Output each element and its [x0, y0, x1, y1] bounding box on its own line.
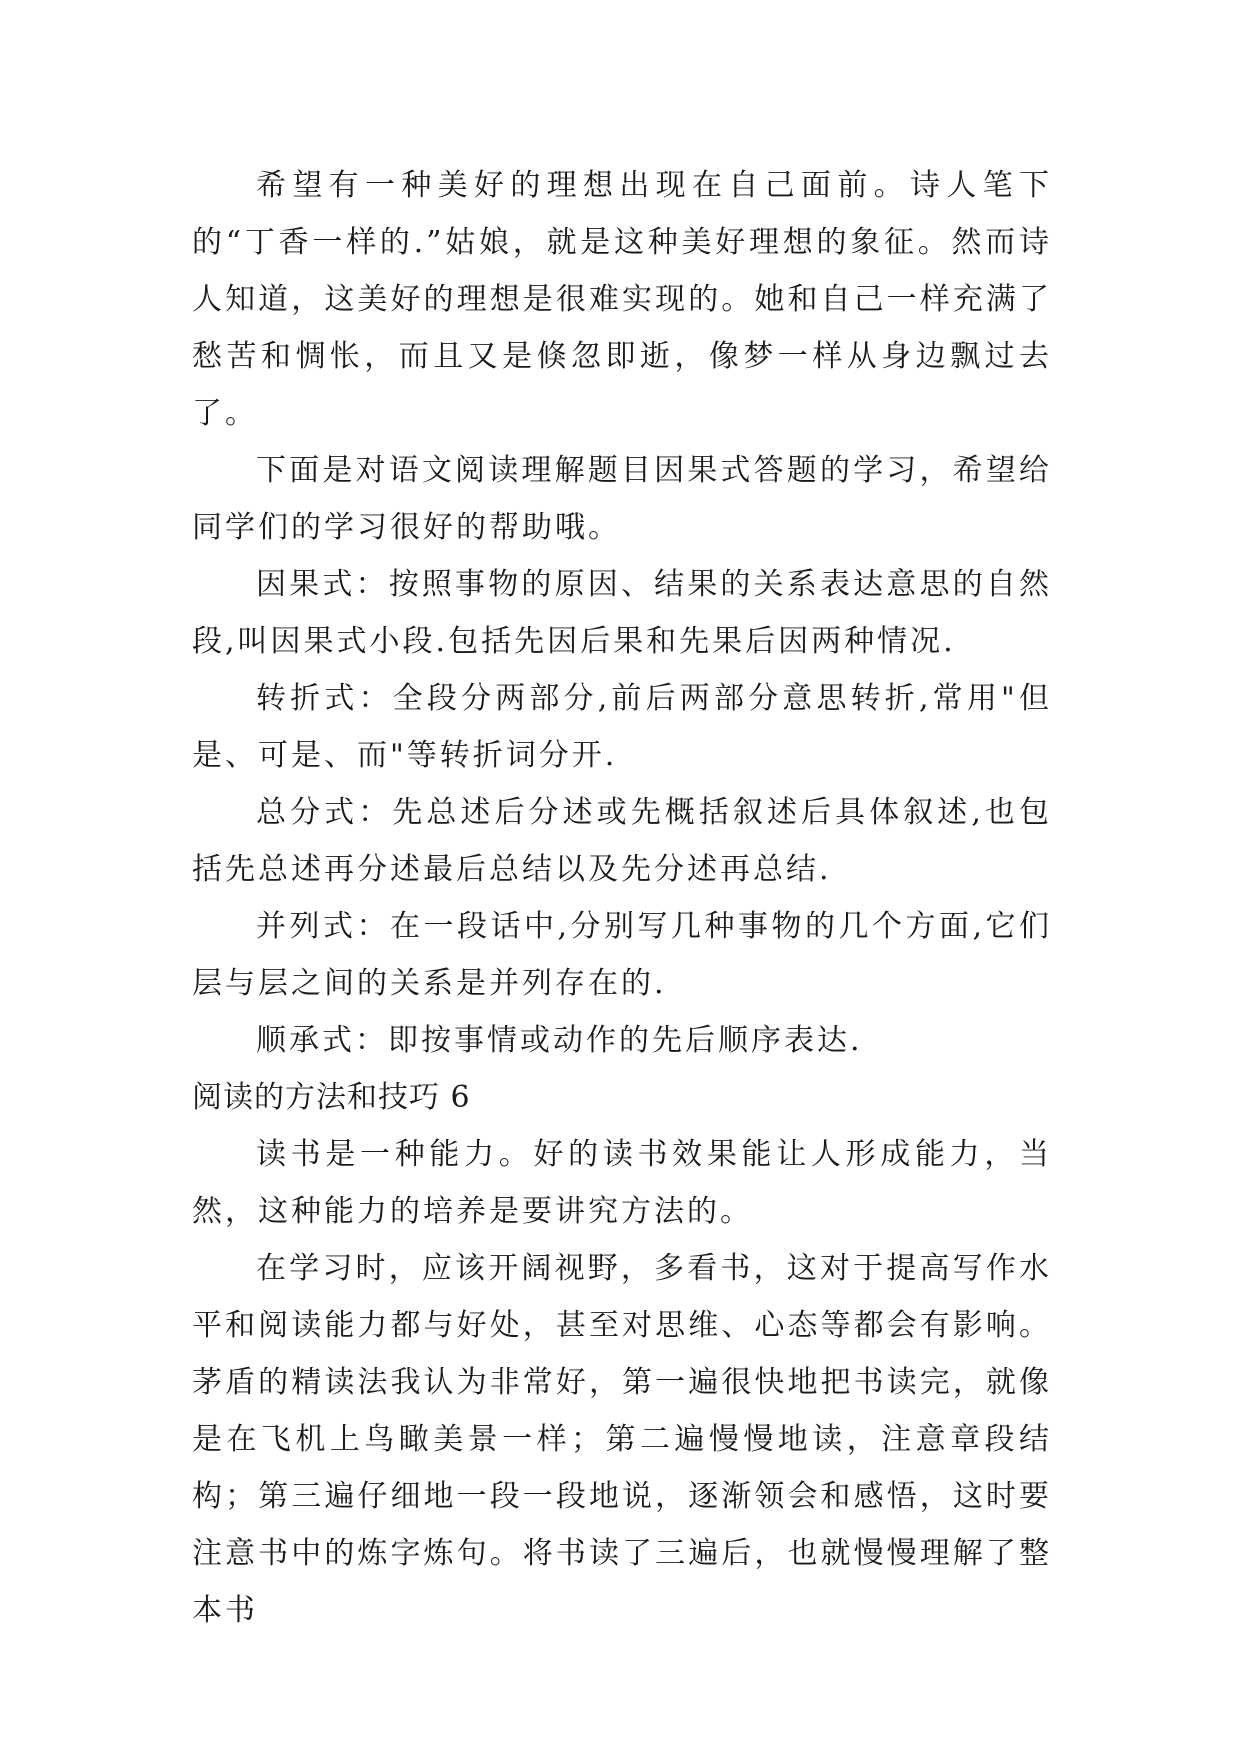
paragraph-transition-type: 转折式：全段分两部分,前后两部分意思转折,常用"但是、可是、而"等转折词分开.	[192, 681, 1052, 773]
section-heading: 阅读的方法和技巧 6	[192, 1080, 471, 1115]
paragraph-intro-cause-effect: 下面是对语文阅读理解题目因果式答题的学习，希望给同学们的学习很好的帮助哦。	[192, 453, 1052, 545]
document-body	[192, 157, 1052, 1639]
paragraph-sequential-type: 顺承式：即按事情或动作的先后顺序表达.	[256, 1023, 863, 1058]
paragraph-reading-method: 在学习时，应该开阔视野，多看书，这对于提高写作水平和阅读能力都与好处，甚至对思维、心态等都会有影响。茅盾的精读法我认为非常好，第一遍很快地把书读完，就像是在飞机上鸟瞰美景一样；第二遍慢慢地读，注意章段结构；第三遍仔细地一段一段地说，逐渐领会和感悟，这时要注意书中的炼字炼句。将书读了三遍后，也就慢慢理解了整本书	[192, 1251, 1052, 1628]
paragraph-parallel-type: 并列式：在一段话中,分别写几种事物的几个方面,它们层与层之间的关系是并列存在的.	[192, 909, 1052, 1001]
paragraph-cause-effect-type: 因果式：按照事物的原因、结果的关系表达意思的自然段,叫因果式小段.包括先因后果和先果后因两种情况.	[192, 567, 1052, 659]
paragraph-reading-ability: 读书是一种能力。好的读书效果能让人形成能力，当然，这种能力的培养是要讲究方法的。	[192, 1137, 1052, 1229]
paragraph-ideal-poem: 希望有一种美好的理想出现在自己面前。诗人笔下的“丁香一样的.”姑娘，就是这种美好理想的象征。然而诗人知道，这美好的理想是很难实现的。她和自己一样充满了愁苦和惆怅，而且又是倏忽即逝，像梦一样从身边飘过去了。	[192, 168, 1052, 431]
paragraph-general-specific-type: 总分式：先总述后分述或先概括叙述后具体叙述,也包括先总述再分述最后总结以及先分述再总结.	[192, 795, 1052, 887]
